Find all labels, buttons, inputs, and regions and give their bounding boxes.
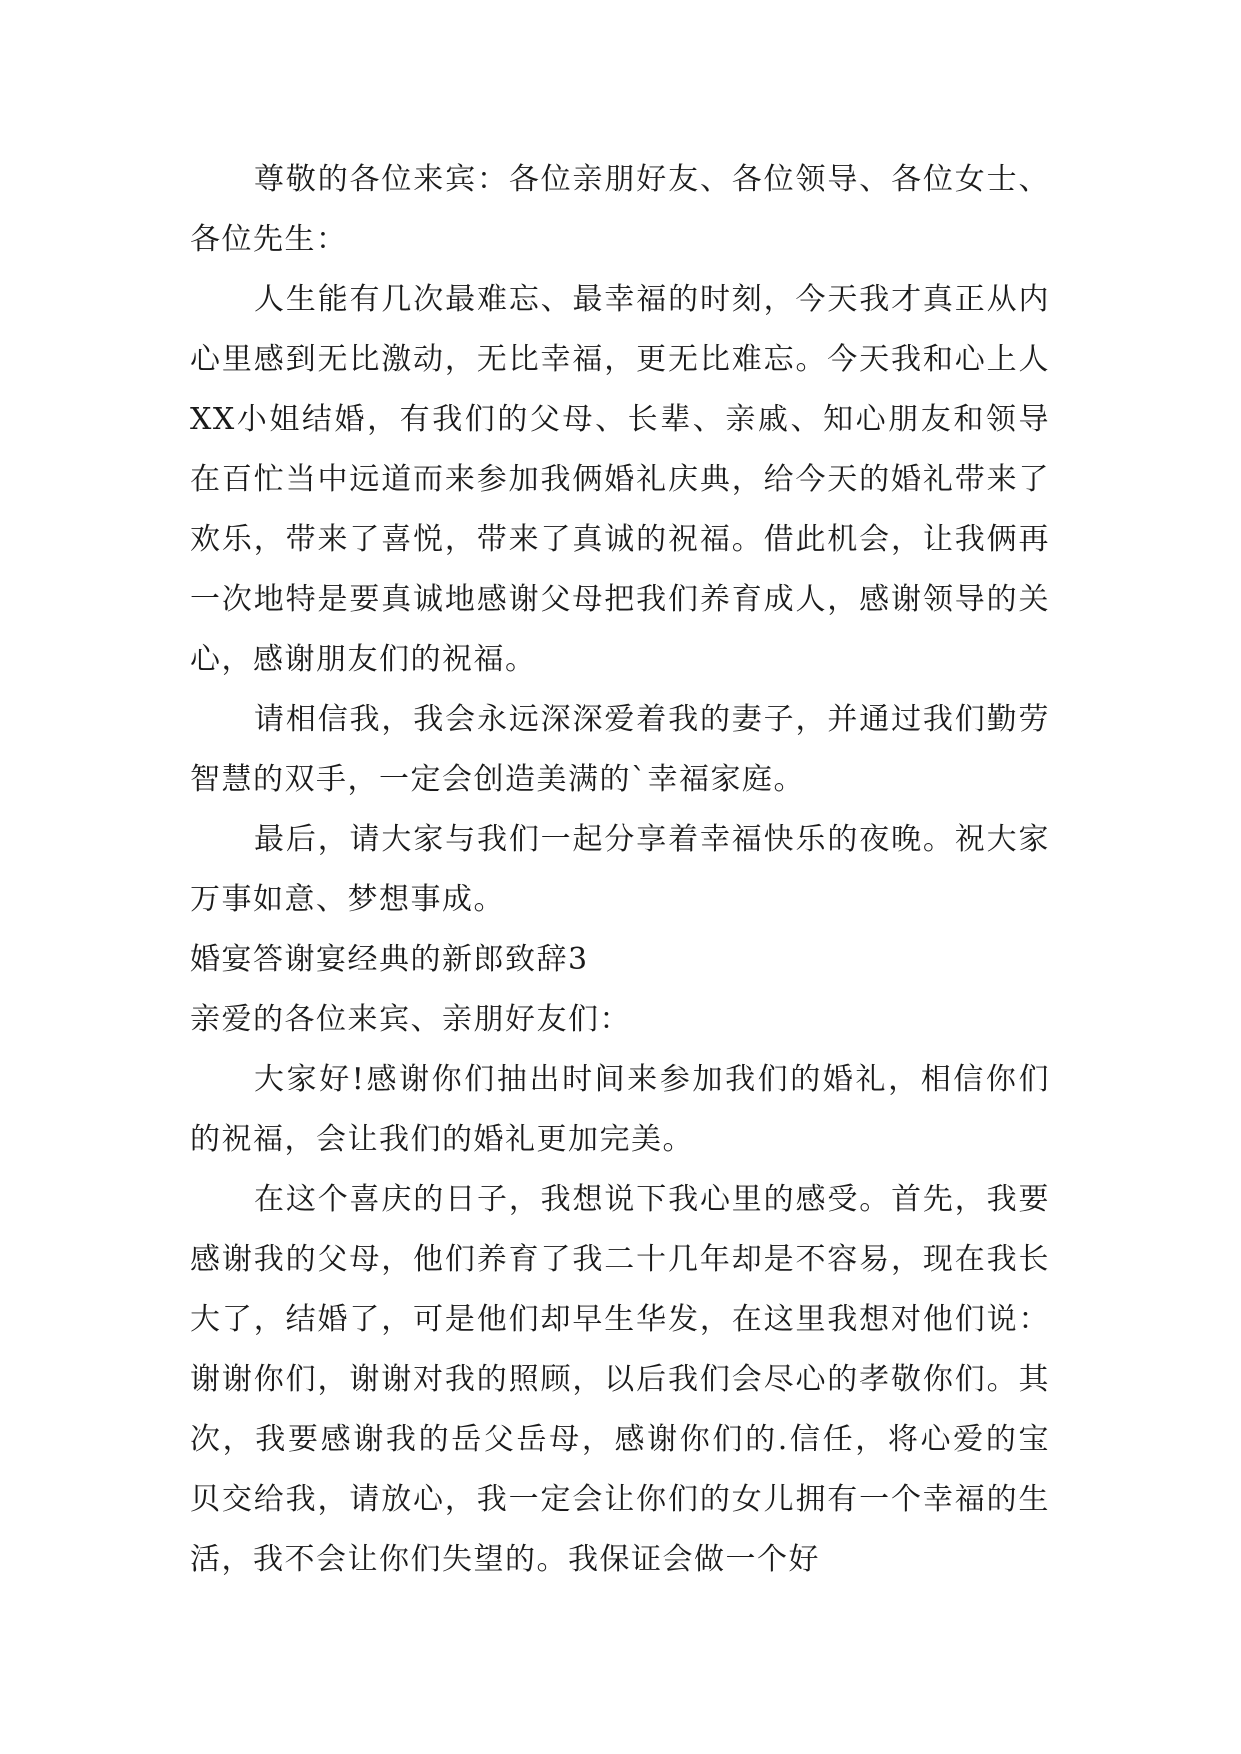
salutation-line: 亲爱的各位来宾、亲朋好友们：	[190, 1002, 631, 1037]
body-paragraph: 大家好!感谢你们抽出时间来参加我们的婚礼，相信你们的祝福，会让我们的婚礼更加完美。	[190, 1062, 1050, 1157]
document-body	[190, 150, 1050, 1590]
greeting-paragraph: 尊敬的各位来宾：各位亲朋好友、各位领导、各位女士、各位先生：	[190, 162, 1050, 257]
section-heading: 婚宴答谢宴经典的新郎致辞3	[190, 942, 589, 977]
closing-paragraph: 最后，请大家与我们一起分享着幸福快乐的夜晚。祝大家万事如意、梦想事成。	[190, 822, 1050, 917]
body-paragraph: 人生能有几次最难忘、最幸福的时刻，今天我才真正从内心里感到无比激动，无比幸福，更无比难忘。今天我和心上人XX小姐结婚，有我们的父母、长辈、亲戚、知心朋友和领导在百忙当中远道而来参加我俩婚礼庆典，给今天的婚礼带来了欢乐，带来了喜悦，带来了真诚的祝福。借此机会，让我俩再一次地特是要真诚地感谢父母把我们养育成人，感谢领导的关心，感谢朋友们的祝福。	[190, 282, 1050, 677]
body-paragraph: 请相信我，我会永远深深爱着我的妻子，并通过我们勤劳智慧的双手，一定会创造美满的`幸福家庭。	[190, 702, 1050, 797]
body-paragraph: 在这个喜庆的日子，我想说下我心里的感受。首先，我要感谢我的父母，他们养育了我二十几年却是不容易，现在我长大了，结婚了，可是他们却早生华发，在这里我想对他们说：谢谢你们，谢谢对我的照顾，以后我们会尽心的孝敬你们。其次，我要感谢我的岳父岳母，感谢你们的.信任，将心爱的宝贝交给我，请放心，我一定会让你们的女儿拥有一个幸福的生活，我不会让你们失望的。我保证会做一个好	[190, 1182, 1050, 1577]
